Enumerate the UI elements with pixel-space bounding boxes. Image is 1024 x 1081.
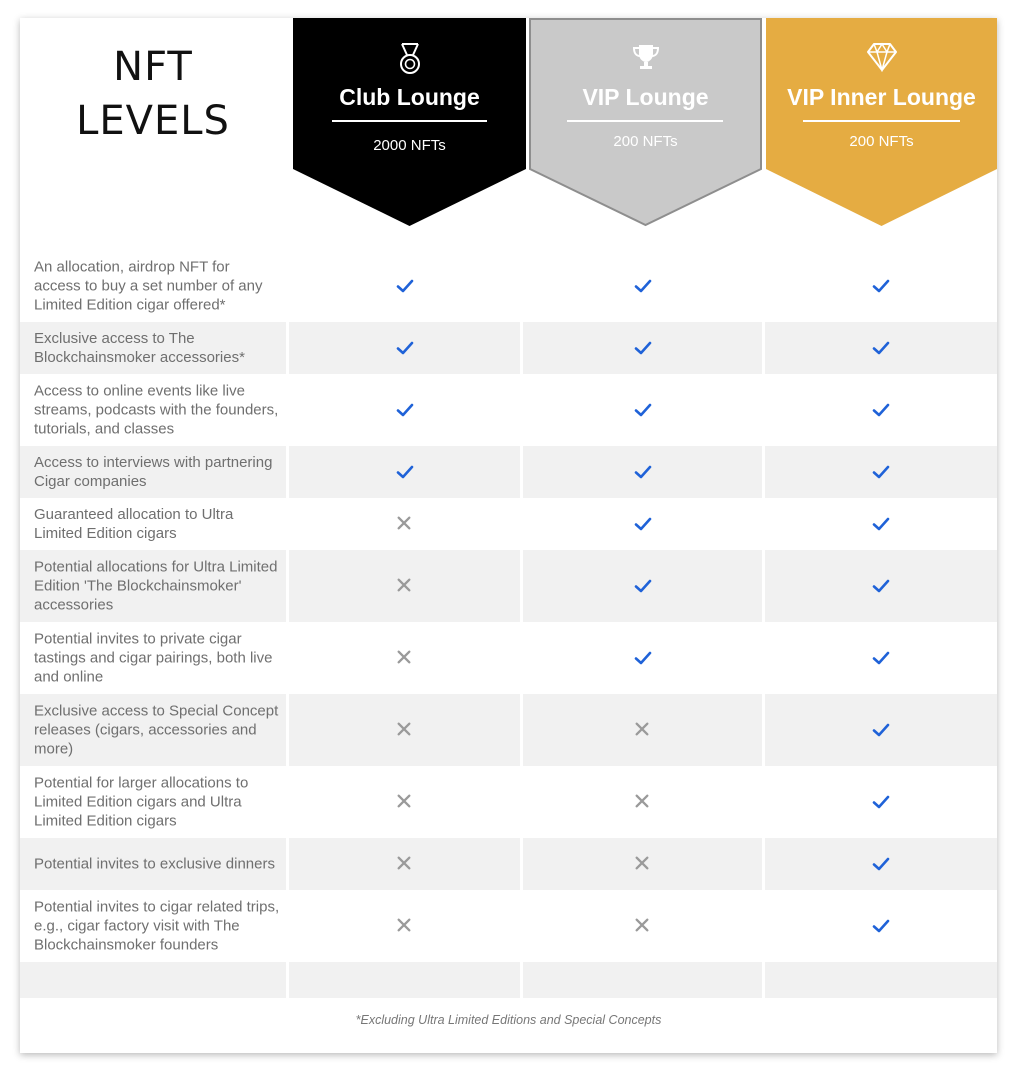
cross-icon [396, 515, 414, 533]
check-icon [396, 401, 414, 419]
level-cell [289, 550, 520, 622]
level-cell [765, 622, 997, 694]
title-line-1: NFT [113, 44, 193, 90]
check-icon [634, 339, 652, 357]
check-icon [872, 721, 890, 739]
trophy-icon [529, 42, 762, 78]
page-title [20, 40, 286, 148]
check-icon [872, 793, 890, 811]
level-cell [289, 694, 520, 766]
check-icon [634, 463, 652, 481]
level-cell [523, 838, 762, 890]
check-icon [396, 339, 414, 357]
level-name: Club Lounge [339, 84, 480, 110]
level-cell [289, 374, 520, 446]
cross-icon [634, 793, 652, 811]
divider [803, 120, 960, 122]
table-row [20, 838, 997, 890]
level-cell [523, 250, 762, 322]
level-cell [765, 890, 997, 962]
cross-icon [634, 721, 652, 739]
level-cell [523, 694, 762, 766]
feature-cell [20, 890, 286, 962]
level-cell [289, 890, 520, 962]
check-icon [634, 649, 652, 667]
medal-icon [293, 42, 526, 78]
level-cell [765, 446, 997, 498]
level-cell [289, 622, 520, 694]
check-icon [396, 463, 414, 481]
level-cell [523, 622, 762, 694]
feature-cell [20, 250, 286, 322]
level-cell [289, 766, 520, 838]
check-icon [872, 577, 890, 595]
level-header-club-lounge [293, 18, 526, 228]
table-row [20, 446, 997, 498]
cross-icon [396, 917, 414, 935]
level-cell [289, 838, 520, 890]
feature-label: Potential invites to exclusive dinners [34, 855, 275, 873]
feature-label: An allocation, airdrop NFT for access to buy a set number of any Limited Edition cigar offered* [34, 258, 263, 314]
empty-cell [289, 962, 520, 998]
divider [567, 120, 723, 122]
table-row [20, 694, 997, 766]
feature-cell [20, 374, 286, 446]
table-row [20, 374, 997, 446]
level-header-vip-inner-lounge [766, 18, 997, 228]
level-count: 200 NFTs [613, 133, 678, 150]
check-icon [872, 401, 890, 419]
nft-levels-card [20, 18, 997, 1053]
empty-cell [20, 962, 286, 998]
feature-table [20, 250, 997, 998]
level-cell [765, 322, 997, 374]
level-name: VIP Lounge [582, 84, 709, 110]
level-cell [523, 766, 762, 838]
divider [332, 120, 487, 122]
check-icon [634, 515, 652, 533]
cross-icon [634, 917, 652, 935]
table-row [20, 250, 997, 322]
check-icon [872, 649, 890, 667]
feature-cell [20, 322, 286, 374]
level-name: VIP Inner Lounge [787, 84, 976, 110]
feature-label: Access to online events like live streams, podcasts with the founders, tutorials, and classes [34, 382, 279, 438]
empty-cell [523, 962, 762, 998]
feature-label: Guaranteed allocation to Ultra Limited Edition cigars [34, 506, 234, 542]
check-icon [396, 277, 414, 295]
level-cell [765, 766, 997, 838]
feature-cell [20, 446, 286, 498]
level-cell [765, 250, 997, 322]
level-cell [289, 498, 520, 550]
level-cell [765, 838, 997, 890]
check-icon [872, 917, 890, 935]
level-cell [765, 550, 997, 622]
level-cell [289, 446, 520, 498]
level-cell [523, 374, 762, 446]
footnote: *Excluding Ultra Limited Editions and Special Concepts [355, 1013, 662, 1027]
empty-cell [765, 962, 997, 998]
table-row-empty [20, 962, 997, 998]
title-line-2: LEVELS [76, 98, 230, 144]
level-cell [765, 374, 997, 446]
table-row [20, 322, 997, 374]
feature-cell [20, 498, 286, 550]
check-icon [872, 515, 890, 533]
cross-icon [396, 855, 414, 873]
feature-label: Potential invites to cigar related trips, e.g., cigar factory visit with The Blockchainsmoker founders [34, 898, 280, 954]
diamond-icon [766, 42, 997, 78]
level-cell [523, 322, 762, 374]
level-cell [523, 446, 762, 498]
feature-label: Potential for larger allocations to Limited Edition cigars and Ultra Limited Edition cigars [34, 774, 249, 830]
check-icon [872, 339, 890, 357]
level-cell [765, 694, 997, 766]
cross-icon [396, 577, 414, 595]
feature-cell [20, 766, 286, 838]
cross-icon [396, 793, 414, 811]
level-cell [289, 322, 520, 374]
feature-label: Exclusive access to Special Concept releases (cigars, accessories and more) [34, 702, 279, 758]
feature-label: Exclusive access to The Blockchainsmoker accessories* [34, 330, 245, 366]
table-row [20, 498, 997, 550]
feature-cell [20, 838, 286, 890]
feature-label: Potential invites to private cigar tastings and cigar pairings, both live and online [34, 630, 273, 686]
level-cell [765, 498, 997, 550]
table-row [20, 890, 997, 962]
level-count: 200 NFTs [849, 133, 914, 150]
feature-cell [20, 622, 286, 694]
level-cell [523, 890, 762, 962]
check-icon [872, 277, 890, 295]
cross-icon [396, 721, 414, 739]
feature-label: Potential allocations for Ultra Limited Edition 'The Blockchainsmoker' accessories [34, 558, 278, 614]
level-count: 2000 NFTs [373, 137, 446, 154]
cross-icon [396, 649, 414, 667]
level-cell [523, 498, 762, 550]
table-row [20, 766, 997, 838]
check-icon [872, 463, 890, 481]
check-icon [634, 577, 652, 595]
level-header-vip-lounge [529, 18, 762, 228]
level-cell [289, 250, 520, 322]
feature-cell [20, 550, 286, 622]
check-icon [634, 277, 652, 295]
feature-cell [20, 694, 286, 766]
check-icon [634, 401, 652, 419]
table-row [20, 550, 997, 622]
level-cell [523, 550, 762, 622]
feature-label: Access to interviews with partnering Cigar companies [34, 454, 273, 490]
cross-icon [634, 855, 652, 873]
table-row [20, 622, 997, 694]
check-icon [872, 855, 890, 873]
